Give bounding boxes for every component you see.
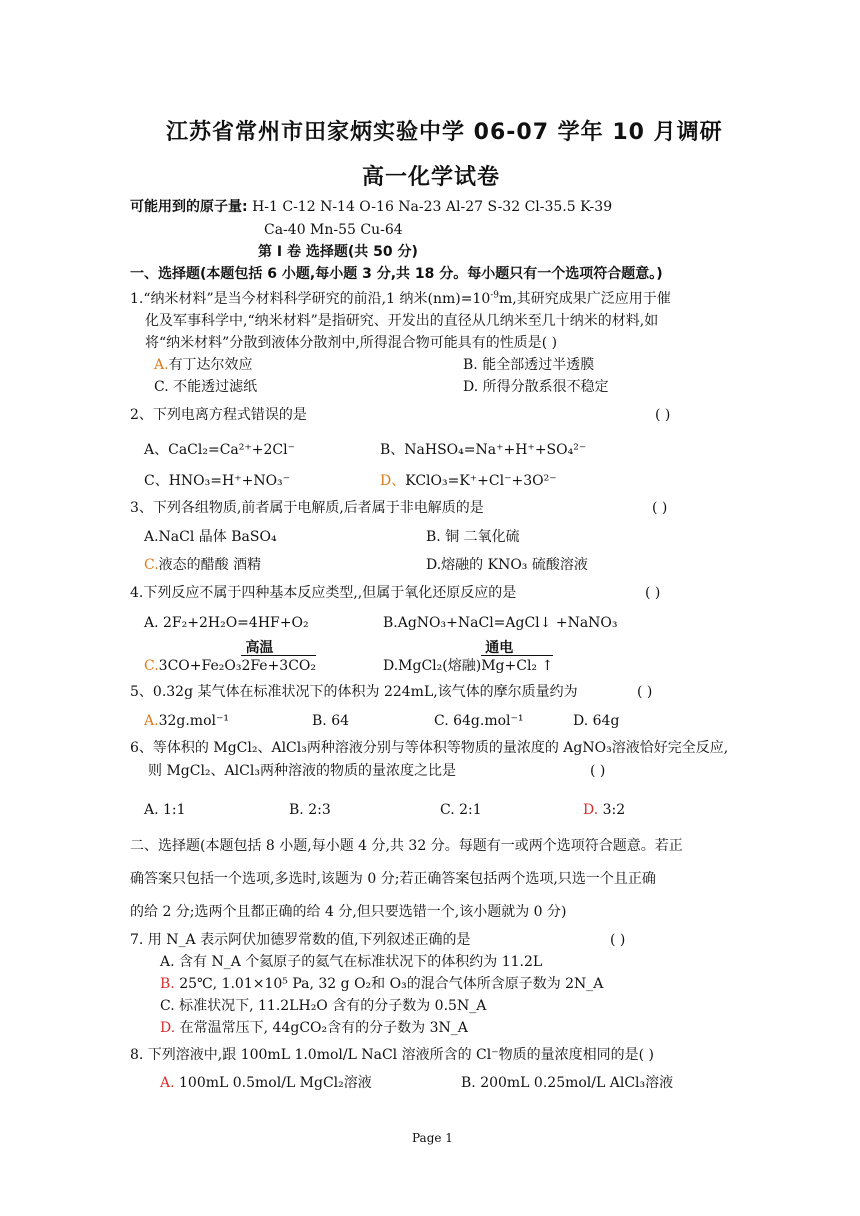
question-6: 6、等体积的 MgCl₂、AlCl₃两种溶液分别与等体积等物质的量浓度的 AgNO₃溶液恰好完全反应, xyxy=(130,740,729,756)
q1-option-c: C. 不能透过滤纸 xyxy=(154,379,258,395)
q6-option-d xyxy=(583,801,625,819)
page-number: Page 1 xyxy=(412,1131,453,1145)
atomic-weights-line2: Ca-40 Mn-55 Cu-64 xyxy=(264,222,403,238)
q4-option-b: B.AgNO₃+NaCl=AgCl↓ +NaNO₃ xyxy=(383,615,618,631)
section-two-line3: 的给 2 分;选两个且都正确的给 4 分,但只要选错一个,该小题就为 0 分) xyxy=(130,904,567,920)
q6-answer-paren: ( ) xyxy=(590,763,606,779)
q4-condition-bar-c xyxy=(241,655,316,656)
q2-answer-paren: ( ) xyxy=(655,407,671,423)
q2-option-c: C、HNO₃=H⁺+NO₃⁻ xyxy=(144,473,291,489)
q8-option-a-text: 100mL 0.5mol/L MgCl₂溶液 xyxy=(179,1075,372,1091)
section-two-heading: 二、选择题(本题包括 8 小题,每小题 4 分,共 32 分。每题有一或两个选项符合题意。若正 xyxy=(130,838,683,854)
q7-option-d xyxy=(160,1019,468,1037)
question-1 xyxy=(130,290,671,308)
q3-option-a: A.NaCl 晶体 BaSO₄ xyxy=(144,529,277,545)
q6-option-c: C. 2:1 xyxy=(440,802,482,818)
q4-option-d-condition xyxy=(481,640,554,675)
q8-option-a-letter: A. xyxy=(160,1075,175,1091)
q7-option-b-text: 25℃, 1.01×10⁵ Pa, 32 g O₂和 O₃的混合气体所含原子数为 2N_A xyxy=(179,976,604,992)
q1-exponent: -9 xyxy=(490,290,500,301)
q4-option-d-products: Mg+Cl₂ ↑ xyxy=(481,658,554,674)
q6-option-b: B. 2:3 xyxy=(289,802,331,818)
q5-option-a-text: 32g.mol⁻¹ xyxy=(158,713,229,729)
q3-option-d: D.熔融的 KNO₃ 硫酸溶液 xyxy=(426,557,588,573)
q4-option-c-products: 2Fe+3CO₂ xyxy=(241,658,317,674)
q7-answer-paren: ( ) xyxy=(610,932,626,948)
q5-answer-paren: ( ) xyxy=(637,684,653,700)
q4-answer-paren: ( ) xyxy=(645,585,661,601)
q1-option-a-text: 有丁达尔效应 xyxy=(168,357,253,373)
q4-condition-bar-d xyxy=(481,655,553,656)
q2-option-d-letter: D、 xyxy=(380,473,406,489)
q2-option-a: A、CaCl₂=Ca²⁺+2Cl⁻ xyxy=(144,442,295,458)
q4-option-d-reactants: D.MgCl₂(熔融) xyxy=(383,658,482,674)
q4-option-c-condition xyxy=(241,640,317,675)
q7-option-b-letter: B. xyxy=(160,976,175,992)
part-one-heading: 第 I 卷 选择题(共 50 分) xyxy=(258,244,418,260)
q4-condition-electrolysis: 通电 xyxy=(485,640,514,656)
q2-option-d-text: KClO₃=K⁺+Cl⁻+3O²⁻ xyxy=(405,473,557,489)
q1-text-a: 1.“纳米材料”是当今材料科学研究的前沿,1 纳米(nm)=10 xyxy=(130,291,491,307)
question-1-line2: 化及军事科学中,“纳米材料”是指研究、开发出的直径从几纳米至几十纳米的材料,如 xyxy=(145,313,659,329)
question-5: 5、0.32g 某气体在标准状况下的体积为 224mL,该气体的摩尔质量约为 xyxy=(130,684,578,700)
q1-option-a-letter: A. xyxy=(154,357,169,373)
q7-option-d-letter: D. xyxy=(160,1020,176,1036)
question-3: 3、下列各组物质,前者属于电解质,后者属于非电解质的是 xyxy=(130,500,484,516)
q6-option-d-text: 3:2 xyxy=(602,802,626,818)
q3-answer-paren: ( ) xyxy=(652,500,668,516)
q4-option-a: A. 2F₂+2H₂O=4HF+O₂ xyxy=(144,615,309,631)
q5-option-c: C. 64g.mol⁻¹ xyxy=(434,713,524,729)
question-4: 4.下列反应不属于四种基本反应类型,,但属于氧化还原反应的是 xyxy=(130,585,517,601)
q4-option-c xyxy=(144,640,317,675)
q4-condition-high-temp: 高温 xyxy=(245,640,274,656)
atomic-weights-line1 xyxy=(130,198,612,216)
question-1-line3: 将“纳米材料”分散到液体分散剂中,所得混合物可能具有的性质是( ) xyxy=(145,335,558,351)
q2-option-b: B、NaHSO₄=Na⁺+H⁺+SO₄²⁻ xyxy=(380,442,587,458)
q4-option-d xyxy=(383,640,554,675)
q5-option-d: D. 64g xyxy=(573,713,620,729)
q3-option-c xyxy=(144,556,261,574)
q5-option-b: B. 64 xyxy=(312,713,350,729)
q7-option-c: C. 标准状况下, 11.2LH₂O 含有的分子数为 0.5N_A xyxy=(160,998,487,1014)
q4-option-c-reactants: 3CO+Fe₂O₃ xyxy=(158,658,242,674)
q1-option-a xyxy=(154,356,253,374)
q7-option-b xyxy=(160,975,603,993)
q3-option-c-letter: C. xyxy=(144,557,159,573)
question-2: 2、下列电离方程式错误的是 xyxy=(130,407,307,423)
q1-option-b: B. 能全部透过半透膜 xyxy=(463,357,595,373)
q2-option-d xyxy=(380,472,557,490)
section-two-line2: 确答案只包括一个选项,多选时,该题为 0 分;若正确答案包括两个选项,只选一个且正确 xyxy=(130,871,656,887)
q6-option-d-letter: D. xyxy=(583,802,599,818)
q8-option-b: B. 200mL 0.25mol/L AlCl₃溶液 xyxy=(461,1075,674,1091)
question-6-line2: 则 MgCl₂、AlCl₃两种溶液的物质的量浓度之比是 xyxy=(148,763,456,779)
exam-subtitle: 高一化学试卷 xyxy=(362,165,501,190)
q8-option-a xyxy=(160,1074,372,1092)
q5-option-a xyxy=(144,712,229,730)
q6-option-a: A. 1:1 xyxy=(144,802,186,818)
atomic-weights-values: H-1 C-12 N-14 O-16 Na-23 Al-27 S-32 Cl-35.5 K-39 xyxy=(252,199,613,215)
q1-text-b: m,其研究成果广泛应用于催 xyxy=(499,291,671,307)
q3-option-c-text: 液态的醋酸 酒精 xyxy=(158,557,262,573)
q7-option-a: A. 含有 N_A 个氦原子的氦气在标准状况下的体积约为 11.2L xyxy=(160,954,543,970)
q7-option-d-text: 在常温常压下, 44gCO₂含有的分子数为 3N_A xyxy=(179,1020,468,1036)
section-one-heading: 一、选择题(本题包括 6 小题,每小题 3 分,共 18 分。每小题只有一个选项符合题意。) xyxy=(130,266,663,282)
q3-option-b: B. 铜 二氧化硫 xyxy=(426,529,520,545)
exam-title: 江苏省常州市田家炳实验中学 06-07 学年 10 月调研 xyxy=(166,120,723,145)
q1-option-d: D. 所得分散系很不稳定 xyxy=(463,379,609,395)
q5-option-a-letter: A. xyxy=(144,713,159,729)
atomic-weights-label: 可能用到的原子量: xyxy=(130,199,248,215)
q4-option-c-letter: C. xyxy=(144,658,159,674)
question-7: 7. 用 N_A 表示阿伏加德罗常数的值,下列叙述正确的是 xyxy=(130,932,471,948)
question-8: 8. 下列溶液中,跟 100mL 1.0mol/L NaCl 溶液所含的 Cl⁻物质的量浓度相同的是( ) xyxy=(130,1047,655,1063)
